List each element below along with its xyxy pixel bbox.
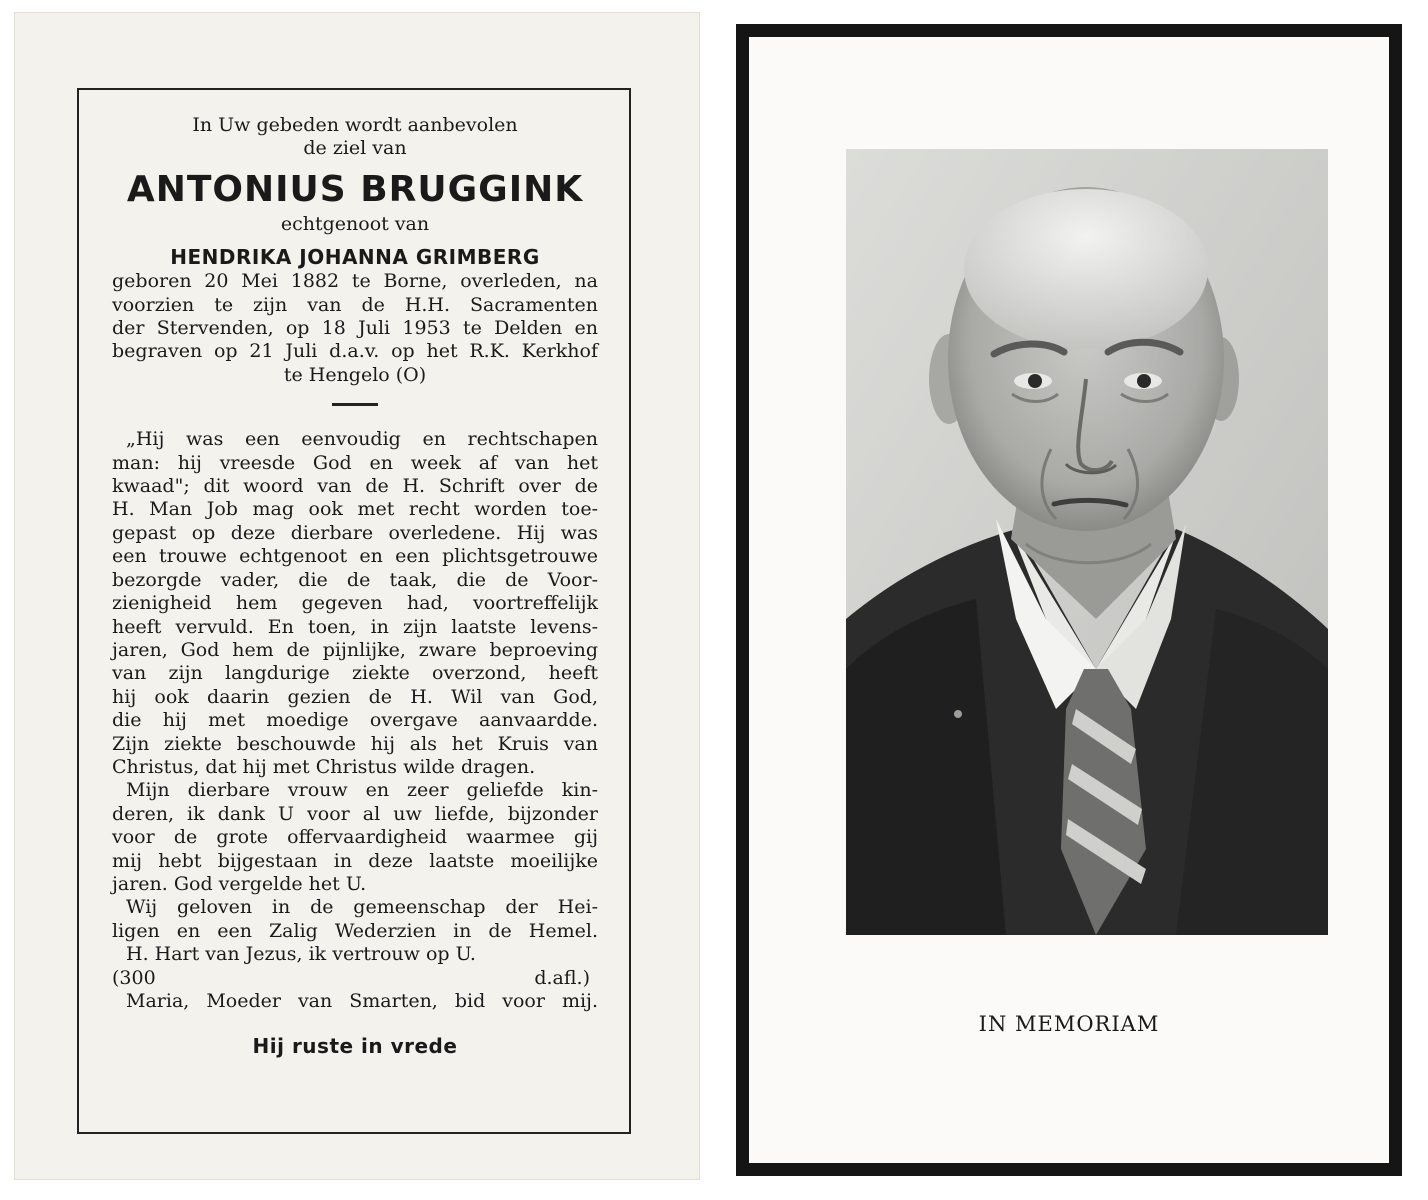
relation-line: echtgenoot van: [280, 212, 430, 235]
text-line: hij ook daarin gezien de H. Wil van God,: [112, 685, 598, 708]
intro-line-2: de ziel van: [303, 137, 407, 160]
bio-line: geboren 20 Mei 1882 te Borne, overleden, na: [112, 270, 598, 293]
text-line: jaren. God vergelde het U.: [112, 872, 367, 895]
bio-line: voorzien te zijn van de H.H. Sacramenten: [112, 293, 598, 316]
divider: [332, 403, 378, 406]
deceased-name: ANTONIUS BRUGGINK: [126, 168, 584, 210]
text-line: die hij met moedige overgave aanvaardde.: [112, 709, 598, 732]
text-line: voor de grote offervaardigheid waarmee gij: [112, 826, 598, 849]
text-line: H. Hart van Jezus, ik vertrouw op U.: [126, 943, 476, 966]
text-line: jaren, God hem de pijnlijke, zware beproeving: [112, 638, 598, 661]
prayer-card-photo-side: [724, 14, 1414, 1186]
text-line: man: hij vreesde God en week af van het: [112, 451, 598, 474]
indulgence-note: (300 d.afl.): [112, 966, 590, 989]
bio-line: der Stervenden, op 18 Juli 1953 te Delden en: [112, 317, 598, 340]
text-line: mij hebt bijgestaan in deze laatste moeilijke: [112, 849, 598, 872]
portrait-photo: [846, 149, 1328, 935]
bio-line: te Hengelo (O): [283, 363, 427, 386]
prayer-card-text-side: [14, 12, 700, 1180]
text-body: [112, 114, 598, 1059]
text-line: zienigheid hem gegeven had, voortreffelijk: [112, 592, 598, 615]
portrait-illustration: [846, 149, 1328, 935]
rest-in-peace: Hij ruste in vrede: [252, 1034, 458, 1059]
text-line: kwaad"; dit woord van de H. Schrift over de: [112, 475, 598, 498]
final-prayer: Maria, Moeder van Smarten, bid voor mij.: [126, 990, 598, 1012]
text-line: Zijn ziekte beschouwde hij als het Kruis van: [112, 732, 598, 755]
memorial-text: [112, 428, 598, 1013]
text-line: van zijn langdurige ziekte overzond, heeft: [112, 662, 598, 685]
bio-line: begraven op 21 Juli d.a.v. op het R.K. Kerkhof: [112, 340, 598, 363]
text-line: gepast op deze dierbare overledene. Hij was: [112, 521, 598, 544]
in-memoriam-caption: IN MEMORIAM: [978, 1012, 1160, 1036]
text-line: heeft vervuld. En toen, in zijn laatste levens-: [112, 615, 598, 638]
intro-line-1: In Uw gebeden wordt aanbevolen: [192, 114, 518, 136]
text-line: H. Man Job mag ook met recht worden toe-: [112, 498, 598, 521]
text-line: Mijn dierbare vrouw en zeer geliefde kin-: [126, 779, 598, 802]
text-frame: [77, 88, 631, 1134]
text-line: Christus, dat hij met Christus wilde dragen.: [112, 755, 536, 778]
text-line: „Hij was een eenvoudig en rechtschapen: [126, 428, 598, 451]
text-line: een trouwe echtgenoot en een plichtsgetrouwe: [112, 545, 598, 568]
mourning-border: [736, 24, 1402, 1176]
text-line: deren, ik dank U voor al uw liefde, bijzonder: [112, 802, 598, 825]
spouse-name: HENDRIKA JOHANNA GRIMBERG: [170, 245, 540, 270]
text-line: Wij geloven in de gemeenschap der Hei-: [126, 896, 598, 919]
text-line: bezorgde vader, die de taak, die de Voor-: [112, 568, 598, 591]
text-line: ligen en een Zalig Wederzien in de Hemel.: [112, 919, 598, 942]
